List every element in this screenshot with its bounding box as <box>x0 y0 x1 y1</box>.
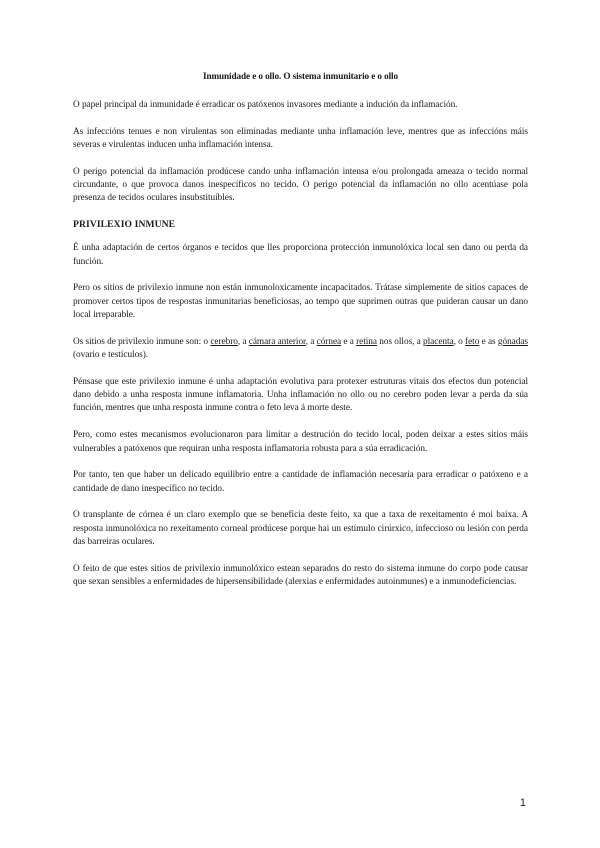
paragraph: Por tanto, ten que haber un delicado equilibrio entre a cantidade de inflamación necesaria para erradicar o patóxeno e a cantidade de dano inespecífico no tecido. <box>73 470 528 494</box>
sites-paragraph <box>73 336 528 363</box>
sites-tail: (ovario e testículos). <box>73 350 149 361</box>
link-feto[interactable]: feto <box>465 336 480 347</box>
separator: e as <box>479 336 498 347</box>
link-gonadas[interactable]: gónadas <box>497 336 529 347</box>
separator: e a <box>341 336 357 347</box>
separator: nos ollos, a <box>376 336 424 347</box>
link-cornea[interactable]: córnea <box>316 336 342 347</box>
paragraph: As infeccións tenues e non virulentas son eliminadas mediante unha inflamación leve, mentres que as infeccións máis severas e virulentas inducen unha inflamación intensa. <box>73 126 528 151</box>
document-page <box>73 70 528 603</box>
page-number: 1 <box>519 797 526 809</box>
paragraph: O transplante de córnea é un claro exemplo que se beneficia deste feito, xa que a taxa de rexeitamento é moi baixa. A resposta inmunolóxica no rexeitamento corneal prodúcese porque hai un estímulo cirúrxico, infeccioso ou lesión con perda das barreiras oculares. <box>73 510 528 548</box>
link-camara-anterior[interactable]: cámara anterior <box>248 336 306 347</box>
paragraph: Pero os sitios de privilexio inmune non están inmunoloxicamente incapacitados. Trátase simplemente de sitios capaces de promover certos tipos de respostas inmunitarias beneficiosas, ao tempo que suprimen outras que puideran causar un dano local irreparable. <box>73 283 528 320</box>
link-retina[interactable]: retina <box>356 336 377 347</box>
paragraph: O feito de que estes sitios de privilexio inmunolóxico estean separados do resto do sistema inmune do corpo pode causar que sexan sensibles a enfermidades de hipersensibilidade (alerxias e enfermidades autoinmunes) e a inmunodeficiencias. <box>73 563 528 588</box>
paragraph: É unha adaptación de certos órganos e tecidos que lles proporciona protección inmunolóxica local sen dano ou perda da función. <box>73 243 528 267</box>
link-placenta[interactable]: placenta <box>423 336 454 347</box>
document-title: Inmunidade e o ollo. O sistema inmunitario e o ollo <box>203 71 398 81</box>
separator: , o <box>453 336 466 347</box>
paragraph: O papel principal da inmunidade é erradicar os patóxenos invasores mediante a indución da inflamación. <box>73 100 458 110</box>
section-heading: PRIVILEXIO INMUNE <box>73 219 176 231</box>
separator: , a <box>237 336 249 347</box>
link-cerebro[interactable]: cerebro <box>210 336 238 347</box>
paragraph: O perigo potencial da inflamación prodúcese cando unha inflamación intensa e/ou prolongada ameaza o tecido normal circundante, o que provoca danos inespecíficos no tecido. O perigo potencial da inflamación no ollo acentúase pola presenza de tecidos oculares insubstituíbles. <box>73 166 528 204</box>
sites-intro: Os sitios de privilexio inmune son: o <box>73 336 211 347</box>
separator: , a <box>305 336 317 347</box>
paragraph: Pénsase que este privilexio inmune é unha adaptación evolutiva para protexer estruturas vitais dos efectos dun potencial dano debido a unha resposta inmune inflamatoria. Unha inflamación no ollo ou no cerebro poden levar a perda da súa función, mentres que unha resposta inmune contra o feto leva á morte deste. <box>73 376 528 414</box>
paragraph: Pero, como estes mecanismos evolucionaron para limitar a destrución do tecido local, poden deixar a estes sitios máis vulnerables a patóxenos que requiran unha resposta inflamatoria robusta para a súa erradicación. <box>73 430 528 454</box>
